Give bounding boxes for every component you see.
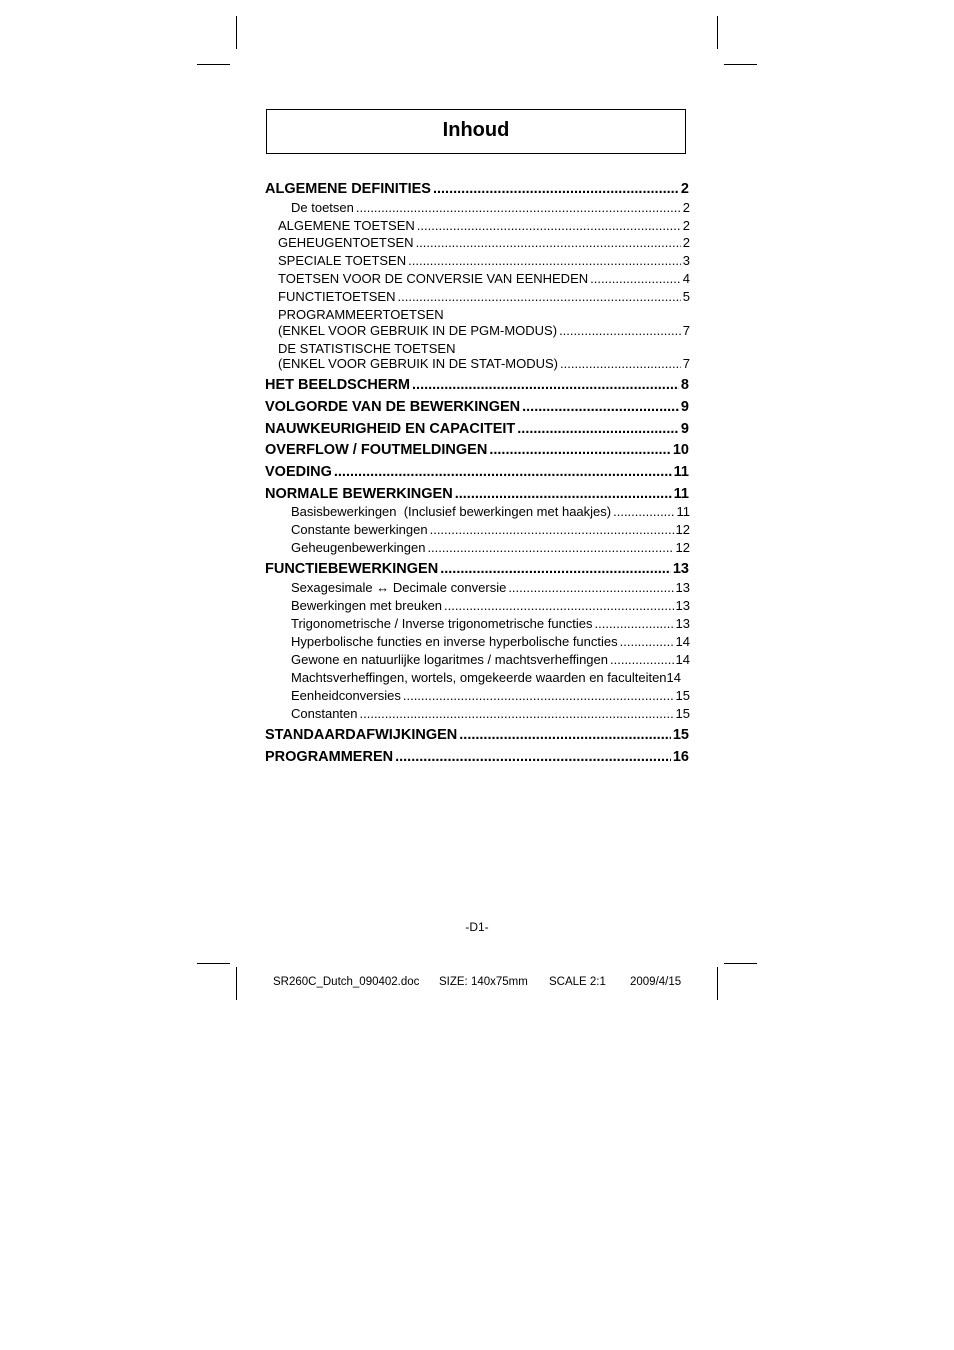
- toc-entry[interactable]: [265, 726, 689, 744]
- toc-entry[interactable]: [278, 218, 690, 234]
- toc-leader: [508, 580, 673, 596]
- footer-date: 2009/4/15: [630, 976, 682, 988]
- toc-entry[interactable]: [265, 180, 689, 198]
- toc-page: 11: [673, 486, 689, 502]
- toc-leader: [395, 748, 671, 766]
- toc-label: Eenheidconversies: [291, 688, 401, 703]
- toc-leader: [440, 560, 671, 578]
- toc-entry[interactable]: [278, 271, 690, 287]
- toc-leader: [356, 200, 681, 216]
- toc-entry[interactable]: [278, 253, 690, 269]
- toc-leader: [416, 235, 681, 251]
- toc-leader: [559, 323, 681, 339]
- toc-label: VOLGORDE VAN DE BEWERKINGEN: [265, 399, 521, 415]
- toc-leader: [412, 376, 679, 394]
- toc-label: Gewone en natuurlijke logaritmes / machtsverheffingen: [291, 652, 608, 667]
- toc-page: 7: [682, 323, 690, 338]
- toc-page: 2: [680, 181, 689, 197]
- toc-leader: [433, 180, 679, 198]
- toc-page: 16: [672, 749, 689, 765]
- toc-label: Sexagesimale ↔ Decimale conversie: [291, 580, 507, 595]
- toc-entry[interactable]: [278, 235, 690, 251]
- toc-leader: [522, 398, 679, 416]
- toc-leader: [398, 289, 681, 305]
- toc-entry[interactable]: [291, 580, 690, 596]
- toc-page: 9: [680, 399, 689, 415]
- toc-page: 2: [682, 200, 690, 215]
- toc-entry[interactable]: [291, 540, 690, 556]
- toc-label: FUNCTIETOETSEN: [278, 289, 396, 304]
- toc-page: 9: [680, 421, 689, 437]
- toc-leader: [595, 616, 674, 632]
- toc-label: NAUWKEURIGHEID EN CAPACITEIT: [265, 421, 516, 437]
- toc-page: 13: [675, 580, 690, 595]
- toc-page: 8: [680, 377, 689, 393]
- toc-label: ALGEMENE DEFINITIES: [265, 181, 431, 197]
- footer-size: SIZE: 140x75mm: [439, 976, 528, 988]
- toc-entry[interactable]: [291, 522, 690, 538]
- toc-label: (ENKEL VOOR GEBRUIK IN DE PGM-MODUS): [278, 323, 558, 338]
- toc-page: 14: [675, 652, 690, 667]
- toc-page: 4: [682, 271, 690, 286]
- toc-label: VOEDING: [265, 464, 332, 480]
- toc-entry[interactable]: [278, 289, 690, 305]
- toc-page: 11: [676, 504, 690, 519]
- toc-leader: [334, 463, 672, 481]
- toc-page: 2: [682, 218, 690, 233]
- toc-label: NORMALE BEWERKINGEN: [265, 486, 453, 502]
- toc-page: 10: [672, 442, 689, 458]
- toc-leader: [408, 253, 681, 269]
- page-number: -D1-: [465, 920, 489, 934]
- toc-entry[interactable]: [265, 463, 689, 481]
- toc-label: Machtsverheffingen, wortels, omgekeerde waarden en faculteiten: [291, 670, 667, 685]
- toc-label: Geheugenbewerkingen: [291, 540, 426, 555]
- toc-label: Bewerkingen met breuken: [291, 598, 443, 613]
- toc-label: FUNCTIEBEWERKINGEN: [265, 561, 439, 577]
- toc-entry[interactable]: [291, 706, 690, 722]
- toc-entry[interactable]: [291, 200, 690, 216]
- toc-leader: [430, 522, 674, 538]
- toc-leader: [459, 726, 671, 744]
- toc-leader: [489, 441, 671, 459]
- toc-label: HET BEELDSCHERM: [265, 377, 411, 393]
- toc-entry[interactable]: [278, 323, 690, 339]
- toc-leader: [360, 706, 674, 722]
- toc-entry[interactable]: [291, 598, 690, 614]
- toc-entry[interactable]: [291, 652, 690, 668]
- toc-entry[interactable]: [265, 748, 689, 766]
- toc-leader: [613, 504, 674, 520]
- toc-leader: [610, 652, 674, 668]
- toc-entry[interactable]: [265, 560, 689, 578]
- toc-entry[interactable]: [291, 504, 690, 520]
- toc-page: 14: [666, 670, 682, 685]
- toc-page: 13: [672, 561, 689, 577]
- toc-label: TOETSEN VOOR DE CONVERSIE VAN EENHEDEN: [278, 271, 589, 286]
- toc-entry[interactable]: [265, 420, 689, 438]
- toc-page: 11: [673, 464, 689, 480]
- toc-entry[interactable]: [291, 688, 690, 704]
- toc-label-line: PROGRAMMEERTOETSEN: [278, 307, 444, 322]
- footer-scale: SCALE 2:1: [549, 976, 606, 988]
- toc-leader: [403, 688, 674, 704]
- toc-page: 3: [682, 253, 690, 268]
- toc-page: 15: [675, 706, 690, 721]
- toc-page: 15: [675, 688, 690, 703]
- toc-leader: [444, 598, 674, 614]
- toc-label: De toetsen: [291, 200, 354, 215]
- toc-entry[interactable]: [265, 376, 689, 394]
- toc-page: 7: [682, 356, 690, 371]
- toc-label: PROGRAMMEREN: [265, 749, 394, 765]
- toc-label: ALGEMENE TOETSEN: [278, 218, 415, 233]
- toc-page: 12: [675, 540, 690, 555]
- toc-entry[interactable]: [291, 670, 681, 686]
- footer-filename: SR260C_Dutch_090402.doc: [273, 976, 420, 988]
- toc-page: 5: [682, 289, 690, 304]
- toc-leader: [560, 356, 681, 372]
- toc-entry[interactable]: [265, 398, 689, 416]
- toc-page: 13: [675, 598, 690, 613]
- toc-leader: [620, 634, 674, 650]
- toc-label: GEHEUGENTOETSEN: [278, 235, 414, 250]
- toc-entry[interactable]: [278, 356, 690, 372]
- toc-entry[interactable]: [265, 485, 689, 503]
- toc-page: 14: [675, 634, 690, 649]
- page-title: Inhoud: [442, 119, 510, 141]
- toc-label: STANDAARDAFWIJKINGEN: [265, 727, 458, 743]
- toc-label: SPECIALE TOETSEN: [278, 253, 407, 268]
- toc-label: Constanten: [291, 706, 358, 721]
- toc-leader: [455, 485, 672, 503]
- toc-label: Trigonometrische / Inverse trigonometrische functies: [291, 616, 593, 631]
- toc-label: OVERFLOW / FOUTMELDINGEN: [265, 442, 488, 458]
- toc-label-line: DE STATISTISCHE TOETSEN: [278, 341, 456, 356]
- toc-page: 2: [682, 235, 690, 250]
- toc-label: Basisbewerkingen (Inclusief bewerkingen met haakjes): [291, 504, 612, 519]
- toc-page: 13: [675, 616, 690, 631]
- toc-leader: [590, 271, 681, 287]
- toc-entry[interactable]: [291, 634, 690, 650]
- toc-label: Constante bewerkingen: [291, 522, 428, 537]
- toc-leader: [417, 218, 681, 234]
- toc-entry[interactable]: [291, 616, 690, 632]
- toc-leader: [427, 540, 673, 556]
- toc-label: (ENKEL VOOR GEBRUIK IN DE STAT-MODUS): [278, 356, 559, 371]
- toc-page: 15: [672, 727, 689, 743]
- toc-leader: [517, 420, 679, 438]
- toc-label: Hyperbolische functies en inverse hyperbolische functies: [291, 634, 618, 649]
- toc-entry[interactable]: [265, 441, 689, 459]
- toc-page: 12: [675, 522, 690, 537]
